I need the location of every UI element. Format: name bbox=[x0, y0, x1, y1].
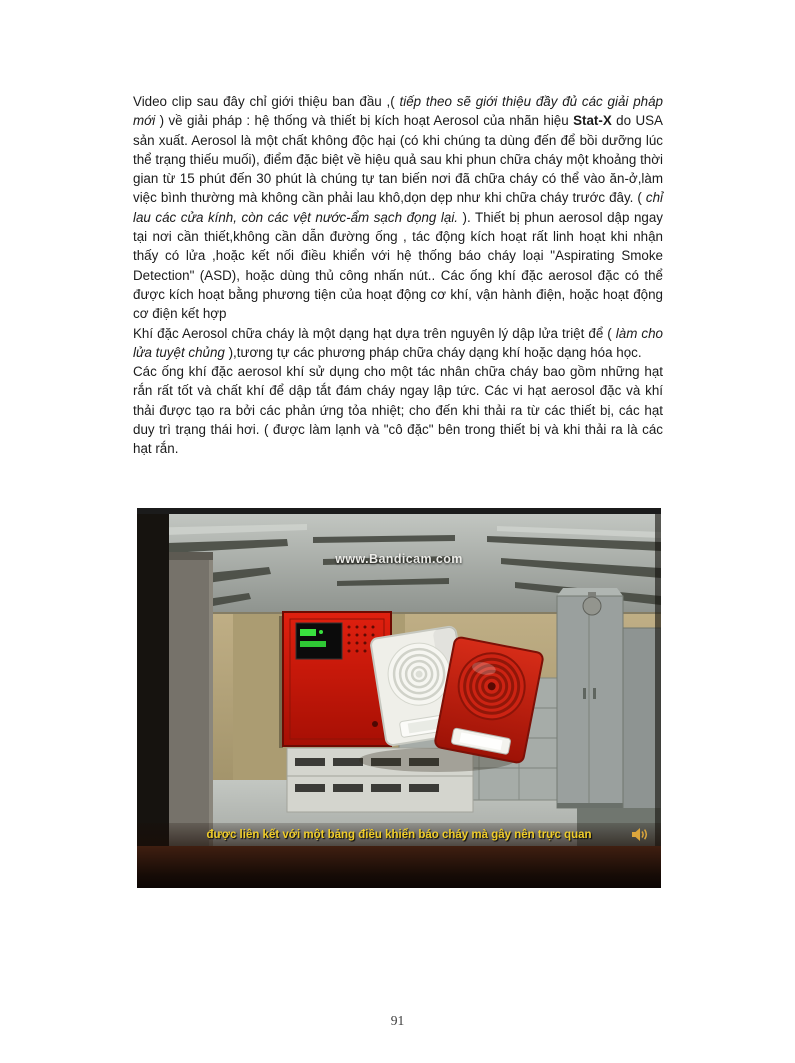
video-subtitle: được liên kết với một bảng điều khiển báo cháy mà gây nên trực quan bbox=[206, 828, 592, 841]
text-run: ). Thiết bị phun aerosol dập ngay tại nơi cần thiết,không cần dẫn đường ống , tác động kích hoạt rất linh hoạt khi nhận thấy có lửa ,hoặc kết nối điều khiển với hệ thống báo cháy loại "Aspirating Smoke Detection" (ASD), hoặc dùng thủ công nhấn nút.. Các ống khí đặc aerosol đặc có thể được kích hoạt bằng phương tiện của hoạt động cơ khí, vận hành điện, hoặc hoạt động cơ điện kết hợp bbox=[133, 209, 663, 322]
video-frame[interactable] bbox=[137, 508, 661, 888]
text-run: Các ống khí đặc aerosol khí sử dụng cho một tác nhân chữa cháy bao gồm những hạt rắn rất tốt và chất khí để dập tắt đám cháy ngay lập tức. Các vi hạt aerosol đặc và khí thải được tạo ra bởi các phản ứng tỏa nhiệt; cho đến khi thải ra từ các thiết bị, các hạt duy trì trạng thái hơi. ( được làm lạnh và "cô đặc" bên trong thiết bị và khi thải ra là các hạt rắn. bbox=[133, 364, 663, 457]
paragraph bbox=[133, 362, 663, 458]
dark-top-edge bbox=[137, 508, 661, 514]
fire-alarm-control-panel bbox=[279, 612, 391, 748]
paragraph bbox=[133, 92, 663, 324]
text-run: do USA sản xuất. Aerosol là một chất không độc hại (có khi chúng ta dùng đến để bồi dưỡng lúc thể trạng thiếu muối), điểm đặc biệt về hiệu quả sau khi phun chữa cháy một khoảng thời gian từ 15 phút đến 30 phút là chúng tự tan biến nơi đã chữa cháy có thể vào ăn-ở,làm việc bình thường mà không cần phải lau khô,dọn dẹp như khi chữa cháy trước đây. ( bbox=[133, 113, 663, 206]
text-run: ) về giải pháp : hệ thống và thiết bị kích hoạt Aerosol của nhãn hiệu bbox=[159, 113, 574, 129]
video-subtitle-bar bbox=[137, 823, 661, 846]
text-run: làm cho lửa tuyệt chủng bbox=[133, 325, 663, 360]
body-text bbox=[133, 92, 663, 459]
text-run: Video clip sau đây chỉ giới thiệu ban đầu ,( bbox=[133, 94, 400, 109]
text-run: Khí đặc Aerosol chữa cháy là một dạng hạt dựa trên nguyên lý dập lửa triệt để ( bbox=[133, 325, 616, 341]
pillar-left bbox=[169, 552, 213, 846]
text-run: tiếp theo sẽ giới thiệu đầy đủ các giải pháp mới bbox=[133, 94, 663, 129]
speaker-icon bbox=[631, 827, 649, 842]
text-run: ),tương tự các phương pháp chữa cháy dạng khí hoặc dạng hóa học. bbox=[228, 344, 642, 360]
panel-display bbox=[296, 623, 342, 659]
text-run: Stat-X bbox=[573, 113, 612, 129]
paragraph bbox=[133, 324, 663, 363]
page-number: 91 bbox=[390, 1013, 405, 1028]
cabinet-tall-right bbox=[557, 588, 623, 808]
video-bottom-band bbox=[137, 846, 661, 888]
text-run: chỉ lau các cửa kính, còn các vệt nước-ẩm sạch đọng lại. bbox=[133, 190, 663, 225]
panel-keyhole bbox=[372, 721, 378, 727]
bandicam-watermark: www.Bandicam.com bbox=[335, 552, 463, 566]
